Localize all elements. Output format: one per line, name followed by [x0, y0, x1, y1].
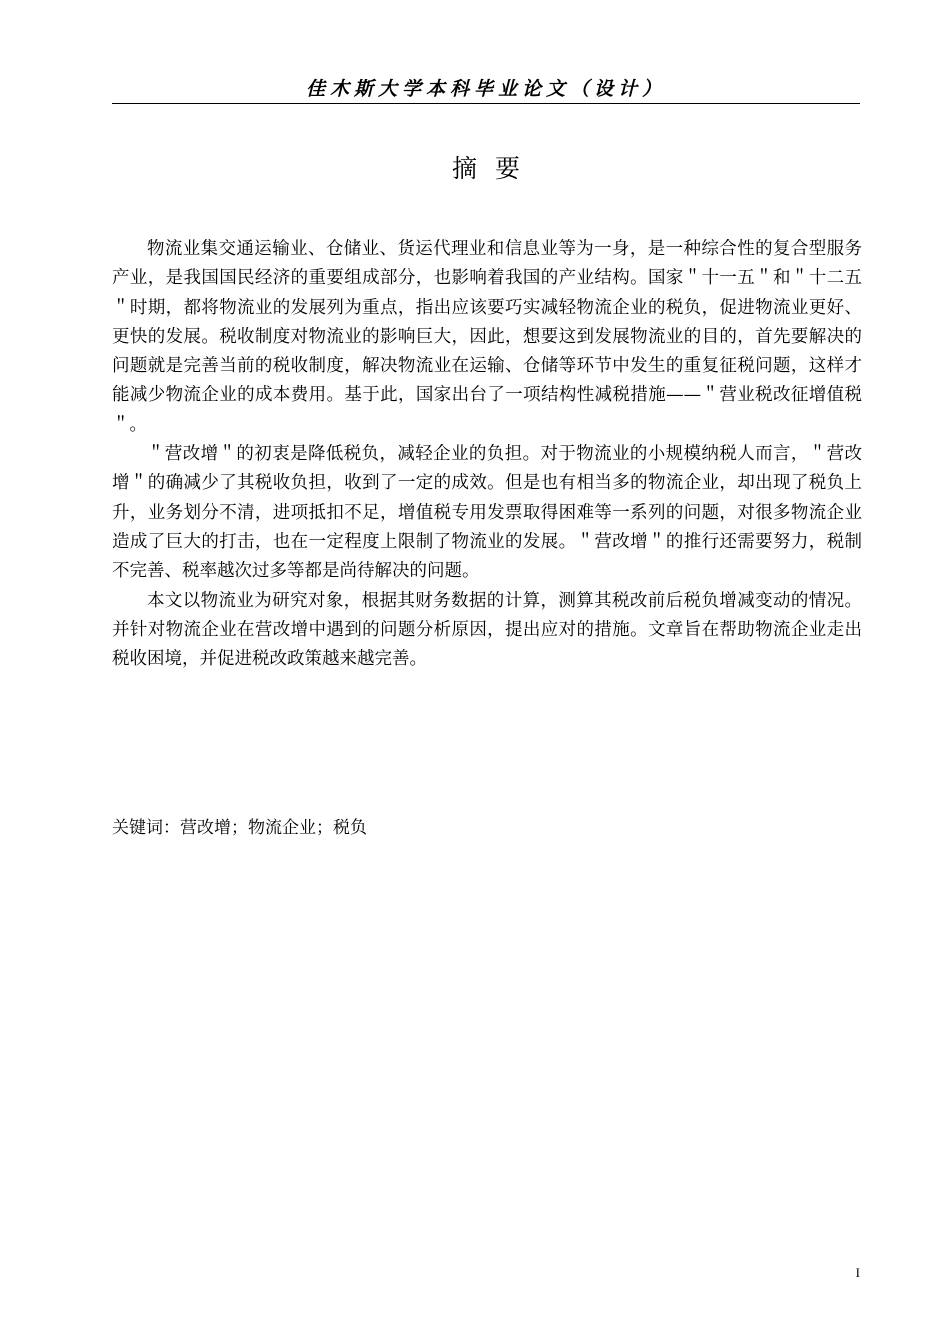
- abstract-body: [112, 235, 862, 674]
- keywords-line: 关键词：营改增；物流企业；税负: [112, 818, 367, 838]
- abstract-paragraph-3: 本文以物流业为研究对象，根据其财务数据的计算，测算其税改前后税负增减变动的情况。并针对物流企业在营改增中遇到的问题分析原因，提出应对的措施。文章旨在帮助物流企业走出税收困境，并促进税改政策越来越完善。: [112, 590, 862, 670]
- page-number: I: [855, 1265, 860, 1280]
- abstract-heading: 摘要: [451, 154, 538, 183]
- abstract-paragraph-2: ＂营改增＂的初衷是降低税负，减轻企业的负担。对于物流业的小规模纳税人而言，＂营改增＂的确减少了其税收负担，收到了一定的成效。但是也有相当多的物流企业，却出现了税负上升，业务划分不清，进项抵扣不足，增值税专用发票取得困难等一系列的问题，对很多物流企业造成了巨大的打击，也在一定程度上限制了物流业的发展。＂营改增＂的推行还需要努力，税制不完善、税率越次过多等都是尚待解决的问题。: [112, 444, 862, 582]
- abstract-paragraph-1: 物流业集交通运输业、仓储业、货运代理业和信息业等为一身，是一种综合性的复合型服务产业，是我国国民经济的重要组成部分，也影响着我国的产业结构。国家＂十一五＂和＂十二五＂时期，都将物流业的发展列为重点，指出应该要巧实减轻物流企业的税负，促进物流业更好、更快的发展。税收制度对物流业的影响巨大，因此，想要这到发展物流业的目的，首先要解决的问题就是完善当前的税收制度，解决物流业在运输、仓储等环节中发生的重复征税问题，这样才能减少物流企业的成本费用。基于此，国家出台了一项结构性减税措施——＂营业税改征增值税＂。: [112, 239, 862, 435]
- header-divider: [112, 103, 860, 104]
- running-header-title: 佳木斯大学本科毕业论文（设计）: [305, 78, 666, 100]
